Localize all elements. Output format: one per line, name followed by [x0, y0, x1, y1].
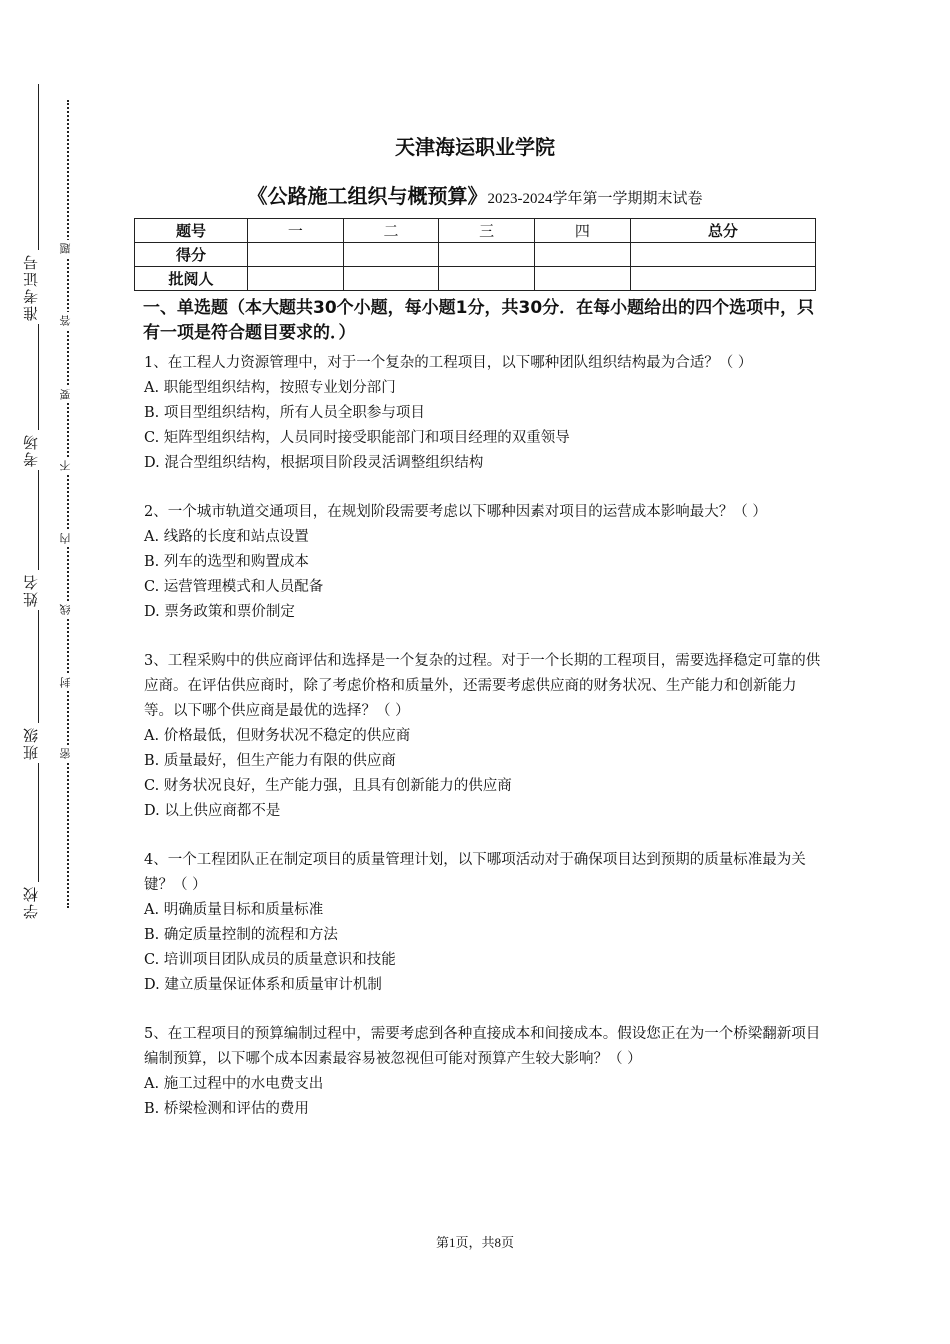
- grader-cell: [248, 267, 344, 291]
- grader-cell: [630, 267, 815, 291]
- option-a: A. 职能型组织结构，按照专业划分部门: [144, 380, 396, 396]
- question: [144, 848, 824, 998]
- score-cell: [535, 243, 631, 267]
- seal-char: 题: [58, 240, 76, 257]
- question: [144, 351, 824, 476]
- course-name: 《公路施工组织与概预算》: [247, 184, 488, 208]
- score-header-cell: 四: [535, 219, 631, 243]
- option-b: B. 桥梁检测和评估的费用: [144, 1101, 309, 1117]
- page-footer: 第1页，共8页: [435, 1235, 514, 1250]
- option-b: B. 列车的选型和购置成本: [144, 554, 309, 570]
- question-stem: 3、工程采购中的供应商评估和选择是一个复杂的过程。对于一个长期的工程项目，需要选择稳定可靠的供应商。在评估供应商时，除了考虑价格和质量外，还需要考虑供应商的财务状况、生产能力和创新能力等。以下哪个供应商是最优的选择？（ ）: [144, 653, 821, 719]
- score-cell: [248, 243, 344, 267]
- seal-char: 答: [58, 312, 76, 329]
- seal-char: 内: [58, 530, 76, 547]
- option-b: B. 确定质量控制的流程和方法: [144, 927, 338, 943]
- class-label: 班级: [20, 723, 56, 763]
- option-b: B. 项目型组织结构，所有人员全职参与项目: [144, 405, 425, 421]
- score-row-label: 批阅人: [135, 267, 248, 291]
- score-table-header-row: [135, 219, 816, 243]
- score-cell: [630, 243, 815, 267]
- score-row: [135, 243, 816, 267]
- seal-char: 封: [58, 674, 76, 691]
- seal-char: 密: [58, 745, 76, 762]
- question: [144, 500, 824, 625]
- grader-cell: [535, 267, 631, 291]
- exam-content: [144, 296, 824, 1122]
- name-label: 姓名: [20, 570, 56, 610]
- exam-subtitle: [0, 180, 950, 209]
- option-a: A. 价格最低，但财务状况不稳定的供应商: [144, 728, 411, 744]
- school-label: 学校: [20, 882, 56, 922]
- option-d: D. 混合型组织结构，根据项目阶段灵活调整组织结构: [144, 455, 484, 471]
- option-d: D. 票务政策和票价制定: [144, 604, 295, 620]
- question: [144, 1022, 824, 1122]
- option-c: C. 矩阵型组织结构，人员同时接受职能部门和项目经理的双重领导: [144, 430, 570, 446]
- binding-solid-line: [38, 84, 39, 918]
- exam-id-label: 准考证号: [20, 250, 56, 324]
- question-stem: 4、一个工程团队正在制定项目的质量管理计划，以下哪项活动对于确保项目达到预期的质量标准最为关键？（ ）: [144, 852, 806, 893]
- grader-cell: [343, 267, 439, 291]
- score-header-cell: 题号: [135, 219, 248, 243]
- grader-cell: [439, 267, 535, 291]
- option-b: B. 质量最好，但生产能力有限的供应商: [144, 753, 396, 769]
- seal-char: 不: [58, 457, 76, 474]
- term-label: 2023-2024学年第一学期期末试卷: [487, 191, 703, 207]
- grader-row: [135, 267, 816, 291]
- option-a: A. 施工过程中的水电费支出: [144, 1076, 324, 1092]
- score-row-label: 得分: [135, 243, 248, 267]
- option-a: A. 明确质量目标和质量标准: [144, 902, 324, 918]
- question-stem: 5、在工程项目的预算编制过程中，需要考虑到各种直接成本和间接成本。假设您正在为一个桥梁翻新项目编制预算，以下哪个成本因素最容易被忽视但可能对预算产生较大影响？（ ）: [144, 1026, 821, 1067]
- question: [144, 649, 824, 824]
- seal-char: 线: [58, 601, 76, 618]
- question-stem: 1、在工程人力资源管理中，对于一个复杂的工程项目，以下哪种团队组织结构最为合适？（ ）: [144, 355, 753, 371]
- score-header-cell: 三: [439, 219, 535, 243]
- score-cell: [439, 243, 535, 267]
- option-a: A. 线路的长度和站点设置: [144, 529, 309, 545]
- seal-dotted-line: [67, 100, 69, 908]
- option-c: C. 培训项目团队成员的质量意识和技能: [144, 952, 396, 968]
- option-c: C. 财务状况良好，生产能力强，且具有创新能力的供应商: [144, 778, 512, 794]
- seal-char: 要: [58, 386, 76, 403]
- score-table: [134, 218, 816, 291]
- question-stem: 2、一个城市轨道交通项目，在规划阶段需要考虑以下哪种因素对项目的运营成本影响最大？（ ）: [144, 504, 767, 520]
- section-title: 一、单选题（本大题共30个小题，每小题1分，共30分．在每小题给出的四个选项中，只有一项是符合题目要求的．）: [143, 298, 815, 343]
- score-cell: [343, 243, 439, 267]
- score-header-cell: 二: [343, 219, 439, 243]
- option-d: D. 以上供应商都不是: [144, 803, 281, 819]
- option-c: C. 运营管理模式和人员配备: [144, 579, 324, 595]
- page-title: 天津海运职业学院: [395, 135, 555, 159]
- score-header-cell: 总分: [630, 219, 815, 243]
- exam-room-label: 考场: [20, 430, 56, 470]
- score-header-cell: 一: [248, 219, 344, 243]
- option-d: D. 建立质量保证体系和质量审计机制: [144, 977, 382, 993]
